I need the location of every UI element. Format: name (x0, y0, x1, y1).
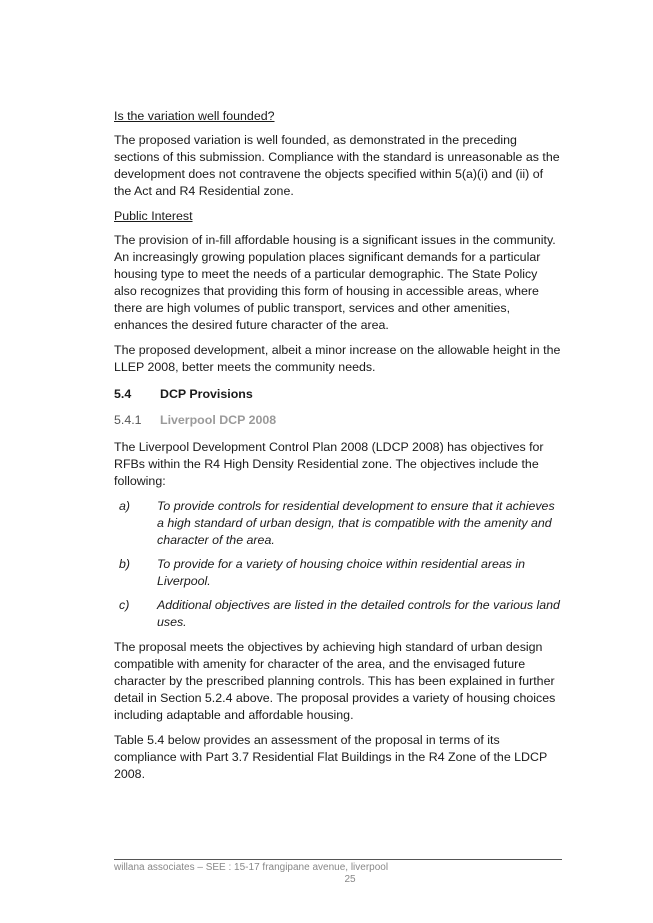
subsection-title: Liverpool DCP 2008 (160, 413, 277, 427)
document-page (114, 108, 562, 791)
dcp-intro-paragraph: The Liverpool Development Control Plan 2008 (LDCP 2008) has objectives for RFBs within the R4 High Density Residential zone. The objectives include the following: (114, 440, 544, 488)
public-interest-paragraph-1: The provision of in-fill affordable housing is a significant issues in the community. An increasingly growing population places significant demands for a particular housing type to meet the needs of a particular demographic. The State Policy also recognizes that providing this form of housing in accessible areas, where there are high volumes of public transport, services and other amenities, enhances the desired future character of the area. (114, 233, 556, 332)
public-interest-heading: Public Interest (114, 209, 193, 223)
subsection-number: 5.4.1 (114, 413, 142, 427)
list-item (114, 498, 562, 549)
list-item (114, 597, 562, 631)
list-marker: b) (119, 557, 131, 571)
footer-divider (114, 859, 562, 860)
section-heading-5-4 (114, 386, 562, 403)
footer-text: willana associates – SEE : 15-17 frangipane avenue, liverpool (114, 862, 389, 873)
list-item-text: To provide controls for residential development to ensure that it achieves a high standard of urban design, that is compatible with the amenity and character of the area. (157, 499, 555, 547)
objectives-list (114, 498, 562, 631)
list-marker: a) (119, 499, 131, 513)
list-item-text: To provide for a variety of housing choice within residential areas in Liverpool. (157, 557, 526, 588)
table-reference-paragraph: Table 5.4 below provides an assessment of the proposal in terms of its compliance with Part 3.7 Residential Flat Buildings in the R4 Zone of the LDCP 2008. (114, 733, 547, 781)
variation-paragraph: The proposed variation is well founded, as demonstrated in the preceding sections of this submission. Compliance with the standard is unreasonable as the development does not contravene the objects specified within 5(a)(i) and (ii) of the Act and R4 Residential zone. (114, 133, 560, 198)
dcp-assessment-paragraph: The proposal meets the objectives by achieving high standard of urban design compatible with amenity for character of the area, and the envisaged future character by the prescribed planning controls. This has been explained in further detail in Section 5.2.4 above. The proposal provides a variety of housing choices including adaptable and affordable housing. (114, 640, 556, 722)
list-item (114, 556, 562, 590)
list-marker: c) (119, 598, 130, 612)
list-item-text: Additional objectives are listed in the detailed controls for the various land uses. (157, 598, 560, 629)
subsection-heading-5-4-1 (114, 412, 562, 429)
variation-heading: Is the variation well founded? (114, 109, 275, 123)
section-title: DCP Provisions (160, 387, 253, 401)
public-interest-paragraph-2: The proposed development, albeit a minor increase on the allowable height in the LLEP 2008, better meets the community needs. (114, 343, 561, 374)
page-number: 25 (344, 874, 356, 885)
section-number: 5.4 (114, 387, 132, 401)
